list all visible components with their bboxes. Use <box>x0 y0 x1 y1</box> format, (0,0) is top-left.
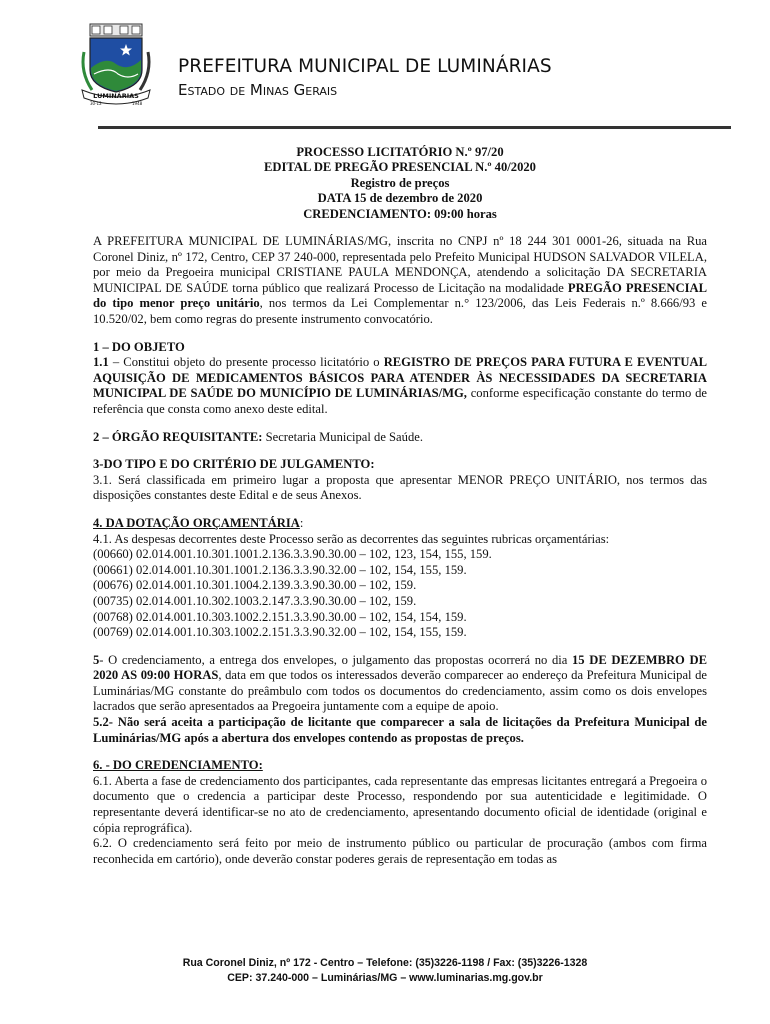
section-2-text: Secretaria Municipal de Saúde. <box>262 429 423 444</box>
section-1 <box>93 340 707 418</box>
section-2 <box>93 430 707 446</box>
budget-line: (00735) 02.014.001.10.302.1003.2.147.3.3.90.30.00 – 102, 159. <box>93 593 417 608</box>
header-subtitle: Estado de Minas Gerais <box>178 81 338 99</box>
section-3 <box>93 457 707 504</box>
section-1-paragraph <box>93 355 707 417</box>
intro-text-1: A PREFEITURA MUNICIPAL DE LUMINÁRIAS/MG, inscrita no CNPJ nº 18 244 301 0001-26, situada na Rua Coronel Diniz, nº 172, Centro, CEP 37 240-000, representada pelo Prefeito Municipal HUDSON SALVADOR VILELA, por meio da Pregoeira municipal CRISTIANE PAULA MENDONÇA, atendendo a solicitação DA SECRETARIA MUNICIPAL DE SAÚDE torna público que realizará Processo de Licitação na modalidade <box>93 234 707 295</box>
section-1-1-text: – Constitui objeto do presente processo licitatório o <box>108 355 384 370</box>
section-5 <box>93 653 707 747</box>
section-1-1-bold: REGISTRO DE PREÇOS PARA FUTURA E EVENTUAL AQUISIÇÃO DE MEDICAMENTOS BÁSICOS PARA ATENDER ÀS NECESSIDADES DA SECRETARIA MUNICIPAL DE SAÚDE DO MUNICÍPIO DE LUMINÁRIAS/MG, <box>93 355 707 401</box>
crest-year-left: 30-12 <box>90 101 102 106</box>
section-6-1-paragraph: 6.1. Aberta a fase de credenciamento dos participantes, cada representante das empresas licitantes entregará a Pregoeira o documento que o credencia a participar deste Processo, respondendo por sua autenticidade e legitimidade. O representante deverá identificar-se no ato de credenciamento, apresentando documento oficial de identidade (original e cópia reprográfica). <box>93 773 707 835</box>
heading-date: DATA 15 de dezembro de 2020 <box>317 191 483 206</box>
document-body <box>93 145 707 867</box>
crest-year-right: 1948 <box>132 101 143 106</box>
crest-ribbon-text: LUMINÁRIAS <box>93 92 139 100</box>
section-5-date: 15 DE DEZEMBRO DE 2020 AS 09:00 HORAS <box>93 652 707 683</box>
section-4-colon: : <box>299 515 304 530</box>
section-4-intro: 4.1. As despesas decorrentes deste Processo serão as decorrentes das seguintes rubricas orçamentárias: <box>93 531 610 546</box>
section-5-text-2: , data em que todos os interessados deverão comparecer ao endereço da Prefeitura Municipal de Luminárias/MG constante do preâmbulo com todos os documentos do credenciamento, assim como os dois envelopes lacrados que serão apresentados aa Pregoeira juntamente com a equipe de apoio. <box>93 668 707 714</box>
municipal-crest-logo <box>76 22 156 106</box>
heading-process-number: PROCESSO LICITATÓRIO N.º 97/20 <box>296 145 504 159</box>
section-3-text: 3.1. Será classificada em primeiro lugar a proposta que apresentar MENOR PREÇO UNITÁRIO, nos termos das disposições constantes deste Edital e de seus Anexos. <box>93 472 707 503</box>
heading-registro: Registro de preços <box>350 175 450 190</box>
section-1-1-number: 1.1 <box>93 355 109 370</box>
edital-heading <box>93 145 707 222</box>
intro-text-bold: PREGÃO PRESENCIAL do tipo menor preço unitário <box>93 280 707 311</box>
budget-line: (00660) 02.014.001.10.301.1001.2.136.3.3.90.30.00 – 102, 123, 154, 155, 159. <box>93 547 492 562</box>
budget-line: (00676) 02.014.001.10.301.1004.2.139.3.3.90.30.00 – 102, 159. <box>93 578 417 593</box>
header-divider <box>98 126 731 129</box>
footer-cep-website: CEP: 37.240-000 – Luminárias/MG – www.luminarias.mg.gov.br <box>227 972 543 984</box>
section-4 <box>93 516 707 641</box>
section-2-paragraph <box>93 430 707 446</box>
page-footer <box>0 956 770 986</box>
section-6-2-paragraph: 6.2. O credenciamento será feito por meio de instrumento público ou particular de procuração (ambos com firma reconhecida em cartório), onde deverão constar poderes gerais de representação em todas as <box>93 836 707 866</box>
section-5-paragraph <box>93 653 707 715</box>
section-1-1-text-2: conforme especificação constante do termo de referência que consta como anexo deste edital. <box>93 386 707 416</box>
section-6 <box>93 758 707 867</box>
footer-address: Rua Coronel Diniz, nº 172 - Centro – Telefone: (35)3226-1198 / Fax: (35)3226-1328 <box>182 957 588 969</box>
heading-credenciamento: CREDENCIAMENTO: 09:00 horas <box>303 206 497 221</box>
section-5-text-1: - O credenciamento, a entrega dos envelopes, o julgamento das propostas ocorrerá no dia <box>99 652 572 667</box>
section-3-title: 3-DO TIPO E DO CRITÉRIO DE JULGAMENTO: <box>93 457 375 472</box>
section-5-number: 5 <box>93 652 100 667</box>
budget-line: (00661) 02.014.001.10.301.1001.2.136.3.3.90.32.00 – 102, 154, 155, 159. <box>93 562 467 577</box>
section-6-title: 6. - DO CREDENCIAMENTO: <box>93 758 263 773</box>
intro-text-2: , nos termos da Lei Complementar n.° 123/2006, das Leis Federais n.º 8.666/93 e 10.520/02, bem como regras do presente instrumento convocatório. <box>93 296 707 326</box>
heading-edital-number: EDITAL DE PREGÃO PRESENCIAL N.º 40/2020 <box>264 160 536 175</box>
intro-paragraph <box>93 234 707 328</box>
section-4-title: 4. DA DOTAÇÃO ORÇAMENTÁRIA <box>93 515 300 530</box>
section-2-title: 2 – ÓRGÃO REQUISITANTE: <box>93 429 263 444</box>
header-title: PREFEITURA MUNICIPAL DE LUMINÁRIAS <box>178 56 552 77</box>
section-5-2-paragraph: 5.2- Não será aceita a participação de licitante que comparecer a sala de licitações da Prefeitura Municipal de Luminárias/MG após a abertura dos envelopes contendo as propostas de preços. <box>93 715 707 745</box>
budget-line: (00769) 02.014.001.10.303.1002.2.151.3.3.90.32.00 – 102, 154, 155, 159. <box>93 625 467 640</box>
section-4-heading <box>93 516 707 532</box>
section-1-title: 1 – DO OBJETO <box>93 339 185 354</box>
budget-line: (00768) 02.014.001.10.303.1002.2.151.3.3.90.30.00 – 102, 154, 154, 159. <box>93 609 467 624</box>
